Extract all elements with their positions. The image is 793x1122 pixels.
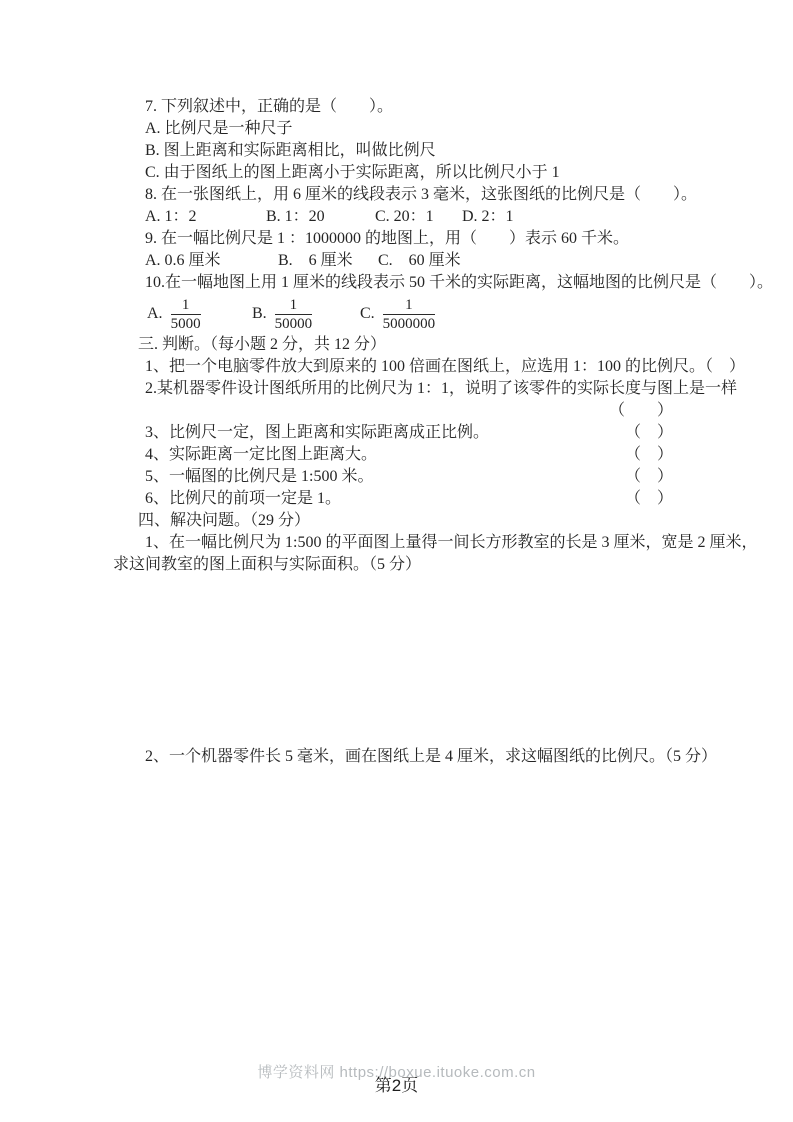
judge-item-4-bracket: （ ） <box>624 446 673 463</box>
q8-options-row <box>113 206 680 228</box>
q10-stem: 10.在一幅地图上用 1 厘米的线段表示 50 千米的实际距离，这幅地图的比例尺是（ ）。 <box>145 274 774 291</box>
q7-option-b: B. 图上距离和实际距离相比，叫做比例尺 <box>145 142 436 159</box>
judge-item-4-text: 4、实际距离一定比图上距离大。 <box>145 446 378 463</box>
judge-item-1-text: 1、把一个电脑零件放大到原来的 100 倍画在图纸上，应选用 1：100 的比例尺。 <box>145 358 706 375</box>
judge-item-3 <box>113 422 680 444</box>
section3-heading: 三. 判断。（每小题 2 分，共 12 分） <box>138 336 387 353</box>
q7-stem: 7. 下列叙述中，正确的是（ ）。 <box>145 98 394 115</box>
judge-item-3-bracket: （ ） <box>624 424 673 441</box>
q8-option-a: A. 1：2 <box>145 208 197 225</box>
judge-item-6-bracket: （ ） <box>624 490 673 507</box>
q9-option-b: B. 6 厘米 <box>278 252 353 269</box>
judge-item-2-bracket: （ ） <box>608 402 673 419</box>
watermark-text: 博学资料网 https://boxue.ituoke.com.cn <box>257 1064 536 1081</box>
judge-item-5-bracket: （ ） <box>624 468 673 485</box>
q10-option-b-label: B. <box>252 305 267 322</box>
q7-option-c: C. 由于图纸上的图上距离小于实际距离，所以比例尺小于 1 <box>145 164 560 181</box>
judge-item-6-text: 6、比例尺的前项一定是 1。 <box>145 490 342 507</box>
solve-q2: 2、一个机器零件长 5 毫米，画在图纸上是 4 厘米，求这幅图纸的比例尺。（5 分） <box>145 748 718 765</box>
judge-item-1-bracket: （ ） <box>705 358 746 375</box>
solve-q1-line2: 求这间教室的图上面积与实际面积。（5 分） <box>113 556 422 573</box>
q9-option-c: C. 60 厘米 <box>378 252 461 269</box>
judge-item-4 <box>113 444 680 466</box>
q10-options-row <box>113 294 680 334</box>
q10-option-b <box>252 297 360 332</box>
q10-option-a-label: A. <box>147 305 163 322</box>
q8-option-d: D. 2：1 <box>462 208 514 225</box>
judge-item-1 <box>113 356 746 378</box>
q8-option-c: C. 20：1 <box>375 208 434 225</box>
fraction-1-5000000: $\frac{1}{5000000}$ <box>382 296 436 332</box>
q10-option-c-label: C. <box>360 305 375 322</box>
fraction-1-50000: $\frac{1}{50000}$ <box>274 296 313 332</box>
section4-heading: 四、解决问题。（29 分） <box>138 512 311 529</box>
q9-stem: 9. 在一幅比例尺是 1 ：1000000 的地图上，用（ ）表示 60 千米。 <box>145 230 630 247</box>
judge-item-6 <box>113 488 680 510</box>
q10-option-c <box>360 297 435 332</box>
judge-item-2-text: 2.某机器零件设计图纸所用的比例尺为 1：1，说明了该零件的实际长度与图上是一样 <box>145 380 738 397</box>
fraction-1-5000: $\frac{1}{5000}$ <box>170 296 201 332</box>
judge-item-5 <box>113 466 680 488</box>
q9-options-row <box>113 250 680 272</box>
judge-item-3-text: 3、比例尺一定，图上距离和实际距离成正比例。 <box>145 424 490 441</box>
judge-item-5-text: 5、一幅图的比例尺是 1:500 米。 <box>145 468 374 485</box>
q10-option-a <box>147 297 252 332</box>
q7-option-a: A. 比例尺是一种尺子 <box>145 120 293 137</box>
solve-q1-line1: 1、在一幅比例尺为 1:500 的平面图上量得一间长方形教室的长是 3 厘米，宽是 2 厘米， <box>145 534 758 551</box>
q9-option-a: A. 0.6 厘米 <box>145 252 221 269</box>
q8-stem: 8. 在一张图纸上，用 6 厘米的线段表示 3 毫米，这张图纸的比例尺是（ ）。 <box>145 186 698 203</box>
q8-option-b: B. 1：20 <box>266 208 325 225</box>
page-number: 第2页 <box>374 1076 419 1095</box>
